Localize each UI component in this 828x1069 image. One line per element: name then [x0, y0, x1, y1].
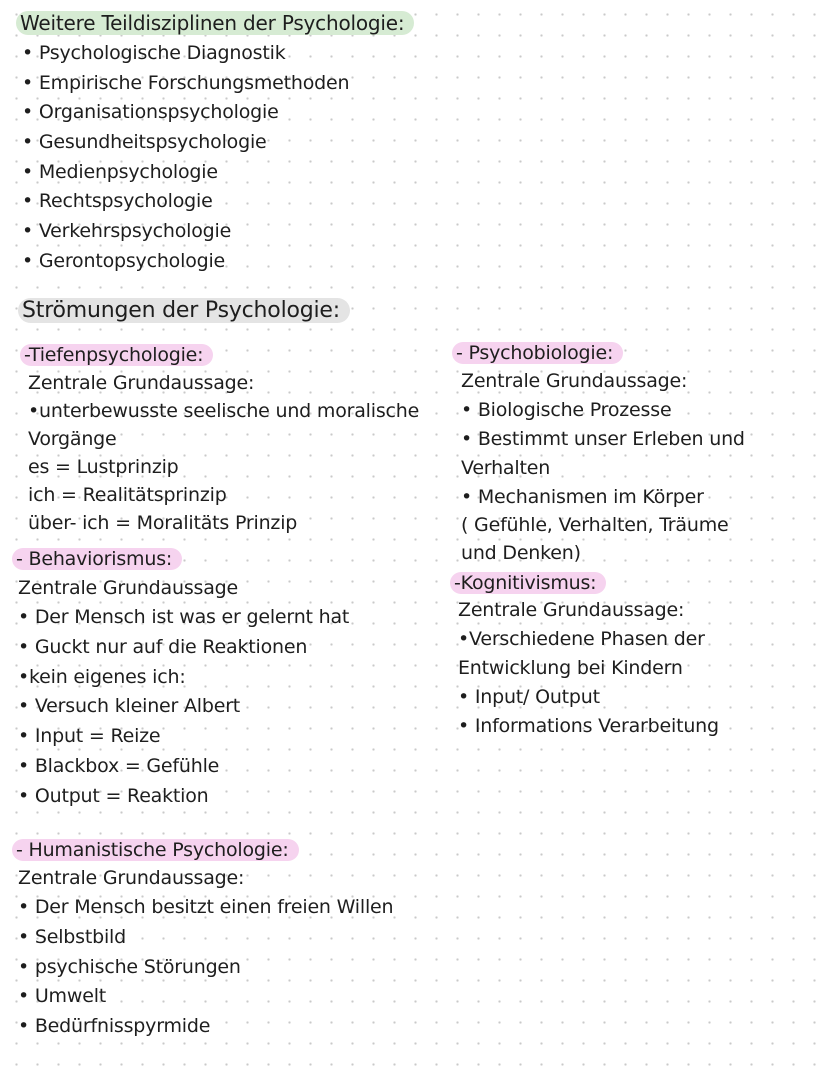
teildisziplinen-title: Weitere Teildisziplinen der Psychologie:: [16, 11, 414, 35]
kognitivismus-title: -Kognitivismus:: [450, 572, 606, 594]
list-item: • Umwelt: [18, 985, 107, 1007]
list-item: • Versuch kleiner Albert: [18, 695, 241, 717]
list-item: • Input = Reize: [18, 725, 161, 747]
humanistische-heading: [12, 837, 299, 863]
humanistische-title: - Humanistische Psychologie:: [12, 839, 299, 861]
behaviorismus-title: - Behaviorismus:: [12, 548, 182, 570]
list-item: • Informations Verarbeitung: [458, 715, 719, 737]
list-item: • Rechtspsychologie: [22, 190, 213, 212]
list-item: • Bedürfnisspyrmide: [18, 1015, 211, 1037]
list-item: • Psychologische Diagnostik: [22, 42, 286, 64]
list-item: • Der Mensch besitzt einen freien Willen: [18, 896, 394, 918]
list-item: und Denken): [461, 542, 581, 564]
list-item: • Empirische Forschungsmethoden: [22, 72, 350, 94]
list-item: • Organisationspsychologie: [22, 101, 279, 123]
list-item: • Gesundheitspsychologie: [22, 131, 267, 153]
humanistische-subtitle: Zentrale Grundaussage:: [18, 867, 245, 889]
kognitivismus-subtitle: Zentrale Grundaussage:: [458, 599, 685, 621]
list-item: • Selbstbild: [18, 926, 126, 948]
behaviorismus-heading: [12, 546, 182, 572]
tiefenpsychologie-heading: [20, 342, 213, 368]
psychobiologie-subtitle: Zentrale Grundaussage:: [461, 370, 688, 392]
stroemungen-title: Strömungen der Psychologie:: [18, 298, 350, 323]
tiefenpsychologie-subtitle: Zentrale Grundaussage:: [28, 372, 255, 394]
list-item: Verhalten: [461, 457, 551, 479]
list-item: • Gerontopsychologie: [22, 250, 226, 272]
list-item: •unterbewusste seelische und moralische: [28, 400, 420, 422]
list-item: • Blackbox = Gefühle: [18, 755, 220, 777]
list-item: über- ich = Moralitäts Prinzip: [28, 512, 298, 534]
list-item: • Der Mensch ist was er gelernt hat: [18, 606, 350, 628]
kognitivismus-heading: [450, 570, 606, 596]
list-item: • Guckt nur auf die Reaktionen: [18, 636, 308, 658]
list-item: • Biologische Prozesse: [461, 399, 672, 421]
list-item: ich = Realitätsprinzip: [28, 484, 227, 506]
list-item: • Medienpsychologie: [22, 161, 218, 183]
list-item: • Output = Reaktion: [18, 785, 209, 807]
list-item: • Mechanismen im Körper: [461, 486, 704, 508]
stroemungen-heading: [18, 298, 350, 324]
list-item: • Input/ Output: [458, 686, 600, 708]
list-item: Entwicklung bei Kindern: [458, 657, 683, 679]
list-item: • Verkehrspsychologie: [22, 220, 232, 242]
teildisziplinen-heading: [16, 10, 414, 36]
list-item: •kein eigenes ich:: [18, 666, 186, 688]
psychobiologie-heading: [452, 340, 623, 366]
list-item: •Verschiedene Phasen der: [458, 628, 705, 650]
behaviorismus-subtitle: Zentrale Grundaussage: [18, 577, 239, 599]
list-item: Vorgänge: [28, 428, 117, 450]
psychobiologie-title: - Psychobiologie:: [452, 342, 623, 364]
list-item: • psychische Störungen: [18, 956, 241, 978]
list-item: ( Gefühle, Verhalten, Träume: [461, 514, 729, 536]
list-item: • Bestimmt unser Erleben und: [461, 428, 745, 450]
list-item: es = Lustprinzip: [28, 456, 179, 478]
tiefenpsychologie-title: -Tiefenpsychologie:: [20, 344, 213, 366]
